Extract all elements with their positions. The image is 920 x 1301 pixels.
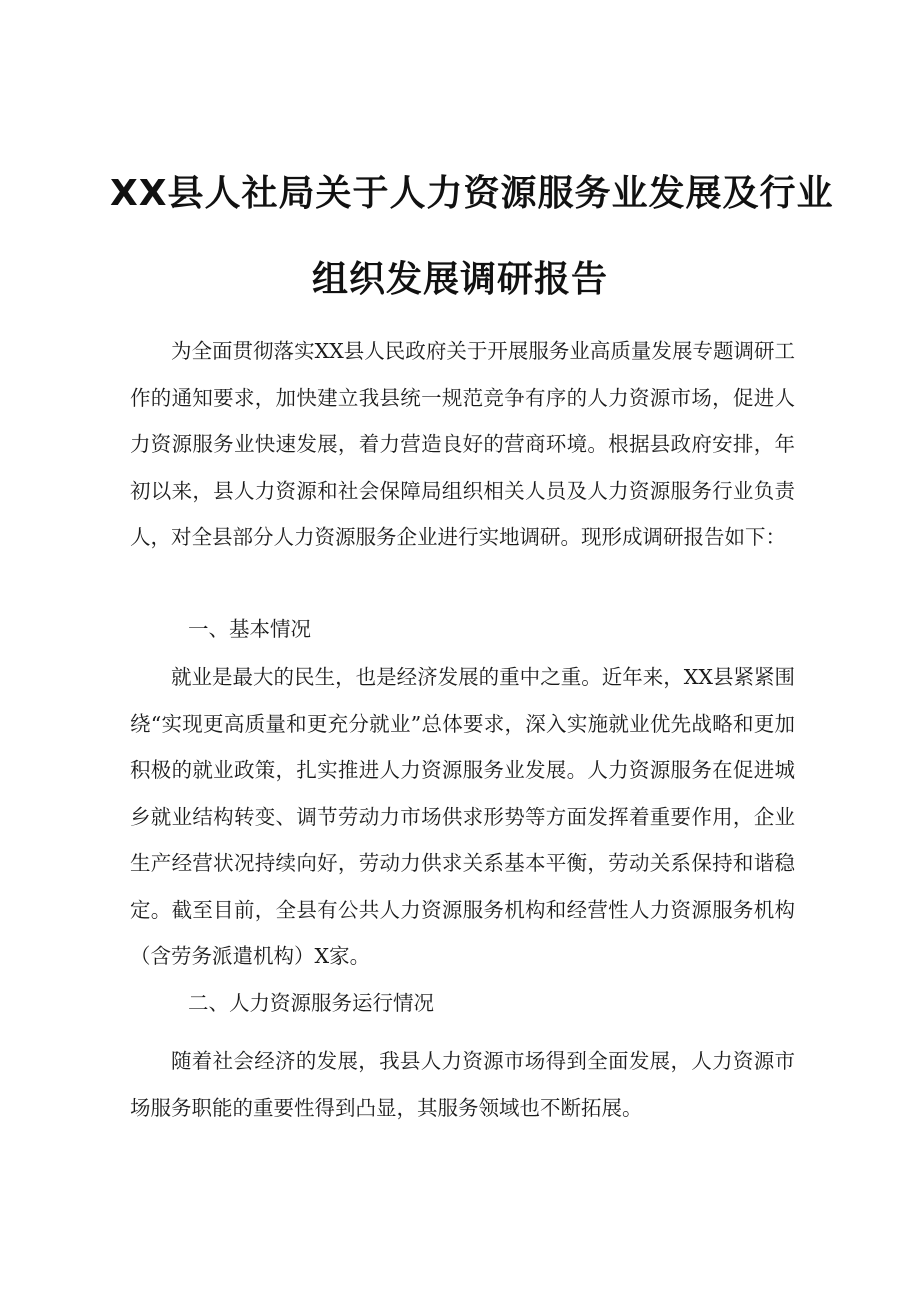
document-title-line-2: 组织发展调研报告 bbox=[311, 259, 608, 300]
section-1-heading: 一、基本情况 bbox=[188, 617, 311, 641]
section-2-heading: 二、人力资源服务运行情况 bbox=[188, 991, 434, 1015]
intro-paragraph: 为全面贯彻落实XX县人民政府关于开展服务业高质量发展专题调研工作的通知要求，加快建立我县统一规范竞争有序的人力资源市场，促进人力资源服务业快速发展，着力营造良好的营商环境。根据县政府安排，年初以来，县人力资源和社会保障局组织相关人员及人力资源服务行业负责人，对全县部分人力资源服务企业进行实地调研。现形成调研报告如下： bbox=[130, 339, 795, 549]
document-title-line-1: XX县人社局关于人力资源服务业发展及行业 bbox=[110, 173, 834, 214]
section-2-paragraph: 随着社会经济的发展，我县人力资源市场得到全面发展，人力资源市场服务职能的重要性得到凸显，其服务领域也不断拓展。 bbox=[130, 1049, 795, 1120]
section-1-paragraph: 就业是最大的民生，也是经济发展的重中之重。近年来，XX县紧紧围绕“实现更高质量和更充分就业”总体要求，深入实施就业优先战略和更加积极的就业政策，扎实推进人力资源服务业发展。人力资源服务在促进城乡就业结构转变、调节劳动力市场供求形势等方面发挥着重要作用，企业生产经营状况持续向好，劳动力供求关系基本平衡，劳动关系保持和谐稳定。截至目前，全县有公共人力资源服务机构和经营性人力资源服务机构（含劳务派遣机构）X家。 bbox=[130, 665, 795, 968]
